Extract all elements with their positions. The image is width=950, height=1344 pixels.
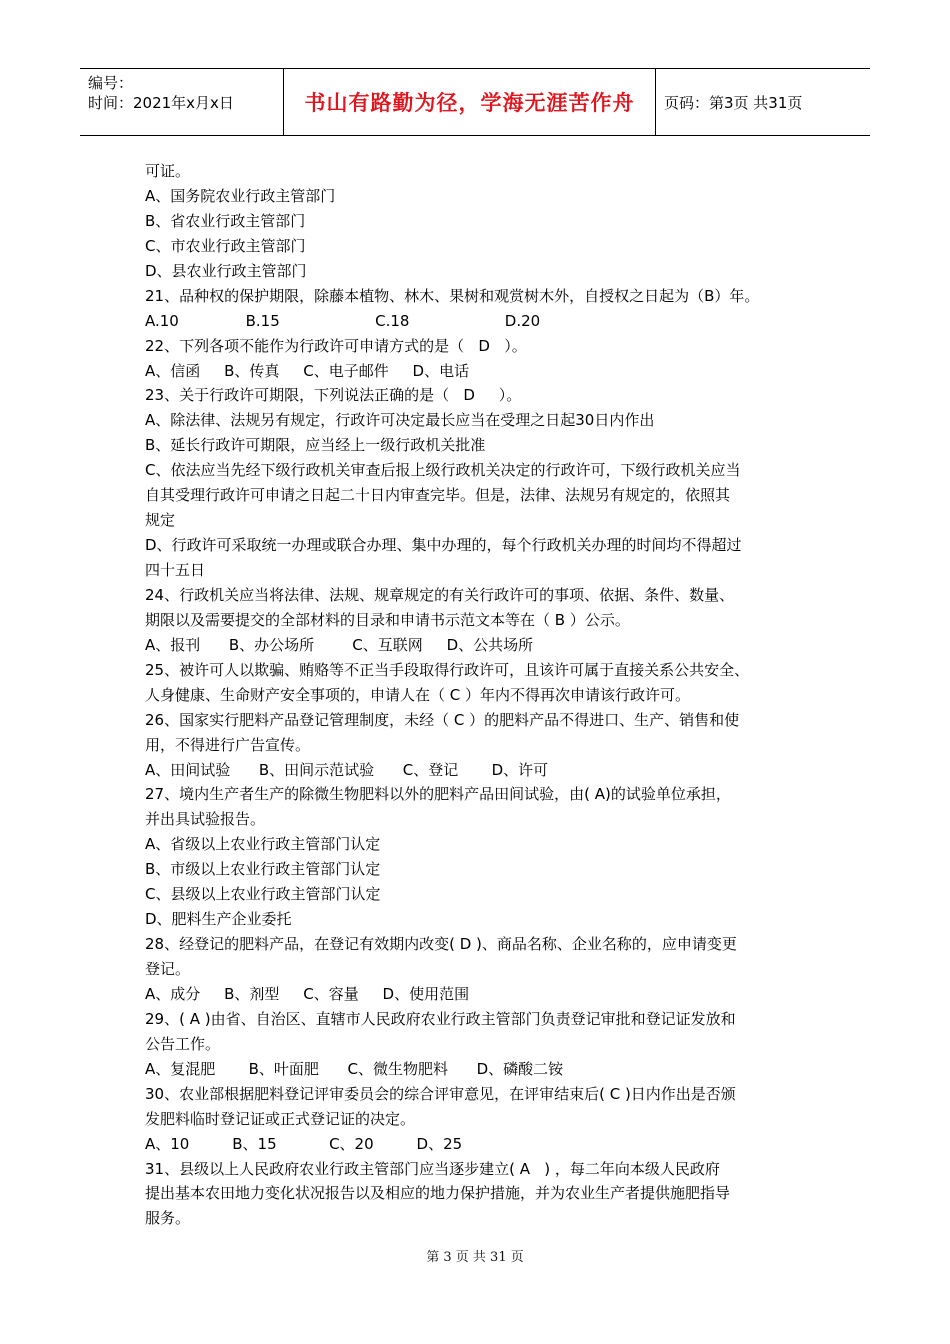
text-line: A、田间试验 B、田间示范试验 C、登记 D、许可 xyxy=(145,760,549,779)
text-line: 发肥料临时登记证或正式登记证的决定。 xyxy=(145,1109,416,1128)
text-line: 规定 xyxy=(145,511,176,530)
text-line: 四十五日 xyxy=(145,561,206,579)
text-line: A、成分 B、剂型 C、容量 D、使用范围 xyxy=(145,984,470,1003)
document-number-label: 编号： xyxy=(88,74,134,92)
text-line: A、信函 B、传真 C、电子邮件 D、电话 xyxy=(145,361,470,380)
text-line: 用，不得进行广告宣传。 xyxy=(145,735,311,754)
text-line: 公告工作。 xyxy=(145,1034,221,1053)
text-line: A、省级以上农业行政主管部门认定 xyxy=(145,835,381,854)
text-line: 自其受理行政许可申请之日起二十日内审查完毕。但是，法律、法规另有规定的，依照其 xyxy=(145,486,731,505)
text-line: B、省农业行政主管部门 xyxy=(145,211,306,230)
text-line: 21、品种权的保护期限，除藤本植物、林木、果树和观赏树木外，自授权之日起为（B）年。 xyxy=(145,286,760,305)
text-line: 24、行政机关应当将法律、法规、规章规定的有关行政许可的事项、依据、条件、数量、 xyxy=(145,585,735,604)
text-line: A、国务院农业行政主管部门 xyxy=(145,186,336,205)
document-date: 时间：2021年x月x日 xyxy=(88,94,234,112)
text-line: A、10 B、15 C、20 D、25 xyxy=(145,1134,463,1153)
text-line: D、县农业行政主管部门 xyxy=(145,261,307,280)
text-line: 可证。 xyxy=(145,162,191,180)
text-line: C、县级以上农业行政主管部门认定 xyxy=(145,885,381,904)
text-line: 31、县级以上人民政府农业行政主管部门应当逐步建立( A ) ，每二年向本级人民政府 xyxy=(145,1159,720,1178)
header-page-info: 页码：第3页 共31页 xyxy=(664,93,803,112)
document-body xyxy=(145,159,815,1231)
text-line: A、报刊 B、办公场所 C、互联网 D、公共场所 xyxy=(145,635,534,654)
text-line: A、除法律、法规另有规定，行政许可决定最长应当在受理之日起30日内作出 xyxy=(145,411,655,430)
text-line: B、延长行政许可期限，应当经上一级行政机关批准 xyxy=(145,436,486,455)
text-line: 30、农业部根据肥料登记评审委员会的综合评审意见，在评审结束后( C )日内作出是否颁 xyxy=(145,1084,736,1103)
text-line: 23、关于行政许可期限，下列说法正确的是（ D ）。 xyxy=(145,386,522,405)
text-line: B、市级以上农业行政主管部门认定 xyxy=(145,860,381,879)
text-line: C、依法应当先经下级行政机关审查后报上级行政机关决定的行政许可，下级行政机关应当 xyxy=(145,461,741,480)
header-left-cell xyxy=(80,69,284,135)
text-line: 22、下列各项不能作为行政许可申请方式的是（ D ）。 xyxy=(145,336,527,355)
page-footer: 第 3 页 共 31 页 xyxy=(426,1250,524,1265)
text-line: 26、国家实行肥料产品登记管理制度，未经（ C ）的肥料产品不得进口、生产、销售和使 xyxy=(145,710,740,729)
text-line: 期限以及需要提交的全部材料的目录和申请书示范文本等在（ B ）公示。 xyxy=(145,610,630,629)
text-line: 27、境内生产者生产的除微生物肥料以外的肥料产品田间试验，由( A)的试验单位承担， xyxy=(145,785,731,804)
text-line: 登记。 xyxy=(145,960,191,978)
text-line: A.10 B.15 C.18 D.20 xyxy=(145,311,541,330)
text-line: 28、经登记的肥料产品，在登记有效期内改变( D )、商品名称、企业名称的，应申请变更 xyxy=(145,935,737,954)
text-line: 并出具试验报告。 xyxy=(145,810,266,829)
text-line: 人身健康、生命财产安全事项的，申请人在（ C ）年内不得再次申请该行政许可。 xyxy=(145,685,691,704)
text-line: C、市农业行政主管部门 xyxy=(145,236,306,255)
text-line: 29、( A )由省、自治区、直辖市人民政府农业行政主管部门负责登记审批和登记证发放和 xyxy=(145,1009,736,1028)
page-header xyxy=(80,68,870,136)
text-line: D、肥料生产企业委托 xyxy=(145,910,292,929)
text-line: 提出基本农田地力变化状况报告以及相应的地力保护措施，并为农业生产者提供施肥指导 xyxy=(145,1184,731,1203)
text-line: 服务。 xyxy=(145,1209,191,1228)
text-line: D、行政许可采取统一办理或联合办理、集中办理的，每个行政机关办理的时间均不得超过 xyxy=(145,536,742,555)
header-motto: 书山有路勤为径，学海无涯苦作舟 xyxy=(284,69,656,135)
text-line: A、复混肥 B、叶面肥 C、微生物肥料 D、磷酸二铵 xyxy=(145,1059,564,1078)
text-line: 25、被许可人以欺骗、贿赂等不正当手段取得行政许可，且该许可属于直接关系公共安全、 xyxy=(145,660,750,679)
